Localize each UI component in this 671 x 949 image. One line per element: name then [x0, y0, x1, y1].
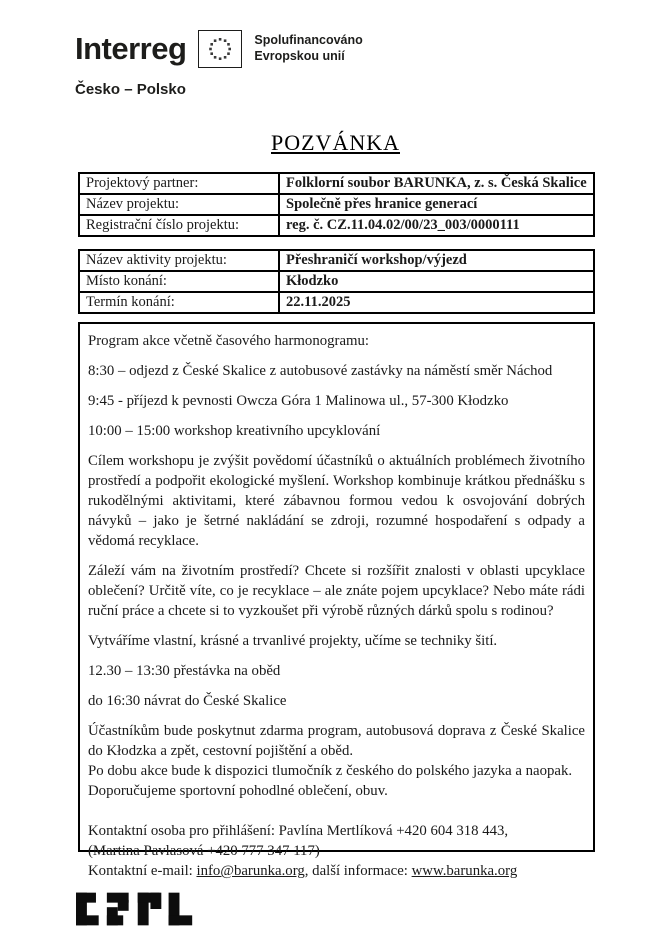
logistics-interpreter: Po dobu akce bude k dispozici tlumočník z českého do polského jazyka a naopak.	[88, 763, 573, 779]
table-row	[79, 194, 594, 215]
contact-person-line-2: (Martina Pavlasová +420 777 347 117)	[88, 843, 320, 859]
cofunded-text	[254, 33, 362, 64]
czpl-logo	[76, 890, 194, 933]
email-link[interactable]: info@barunka.org	[196, 863, 305, 879]
schedule-item-arrival: 9:45 - příjezd k pevnosti Owcza Góra 1 Malinowa ul., 57-300 Kłodzko	[88, 393, 509, 409]
contact-email-line	[88, 861, 585, 881]
project-info-table	[78, 172, 595, 237]
registration-number-label: Registrační číslo projektu:	[79, 215, 279, 236]
paragraph-create: Vytváříme vlastní, krásné a trvanlivé projekty, učíme se techniky šití.	[88, 633, 498, 649]
logistics-block	[88, 721, 585, 801]
project-partner-value: Folklorní soubor BARUNKA, z. s. Česká Skalice	[279, 173, 594, 194]
contact-email-prefix: Kontaktní e-mail:	[88, 863, 197, 879]
date-label: Termín konání:	[79, 292, 279, 313]
cofunded-line-2: Evropskou unií	[254, 49, 345, 63]
schedule-item-workshop: 10:00 – 15:00 workshop kreativního upcyklování	[88, 423, 381, 439]
cofunded-line-1: Spolufinancováno	[254, 33, 363, 48]
logistics-free-services: Účastníkům bude poskytnut zdarma program, autobusová doprava z České Skalice do Kłodzka a zpět, cestovní pojištění a oběd.	[88, 723, 585, 759]
paragraph-workshop-goal: Cílem workshopu je zvýšit povědomí účastníků o aktuálních problémech životního prostředí a podpořit ekologické myšlení. Workshop kombinuje krátkou přednášku s rukodělnými aktivitami, které zábavnou formou vedou k osvojování dobrých návyků – jako je šetrné nakládání se zdroji, rozumné hospodaření s odpady a vědomá recyklace.	[88, 453, 585, 549]
registration-number-value: reg. č. CZ.11.04.02/00/23_003/0000111	[279, 215, 594, 236]
eu-flag-icon	[198, 30, 242, 68]
paragraph-questions: Záleží vám na životním prostředí? Chcete si rozšířit znalosti v oblasti upcyklace oblečení? Určitě víte, co je recyklace – ale znáte pojem upcyklace? Nebo máte rádi ruční práce a chcete si to vyzkoušet při výrobě různých dárků spolu s rodinou?	[88, 563, 585, 619]
table-row	[79, 215, 594, 236]
contact-separator: , další informace:	[304, 863, 412, 879]
activity-name-value: Přeshraničí workshop/výjezd	[279, 250, 594, 271]
program-name: Česko – Polsko	[75, 81, 186, 98]
table-row	[79, 250, 594, 271]
header	[75, 30, 363, 98]
logistics-clothing: Doporučujeme sportovní pohodlné oblečení, obuv.	[88, 783, 388, 799]
activity-info-table	[78, 249, 595, 314]
schedule-item-departure: 8:30 – odjezd z České Skalice z autobusové zastávky na náměstí směr Náchod	[88, 363, 553, 379]
activity-name-label: Název aktivity projektu:	[79, 250, 279, 271]
table-row	[79, 173, 594, 194]
contact-block	[88, 821, 585, 881]
interreg-logo: Interreg	[75, 31, 187, 66]
venue-value: Kłodzko	[279, 271, 594, 292]
contact-person-line: Kontaktní osoba pro přihlášení: Pavlína Mertlíková +420 604 318 443,	[88, 823, 509, 839]
date-value: 22.11.2025	[279, 292, 594, 313]
program-box	[78, 322, 595, 879]
page-title: POZVÁNKA	[271, 130, 400, 155]
venue-label: Místo konání:	[79, 271, 279, 292]
project-partner-label: Projektový partner:	[79, 173, 279, 194]
table-row	[79, 292, 594, 313]
project-name-value: Společně přes hranice generací	[279, 194, 594, 215]
table-row	[79, 271, 594, 292]
schedule-item-return: do 16:30 návrat do České Skalice	[88, 693, 287, 709]
schedule-item-lunch: 12.30 – 13:30 přestávka na oběd	[88, 663, 281, 679]
website-link[interactable]: www.barunka.org	[411, 863, 518, 879]
program-heading: Program akce včetně časového harmonogramu:	[88, 333, 370, 349]
project-name-label: Název projektu:	[79, 194, 279, 215]
